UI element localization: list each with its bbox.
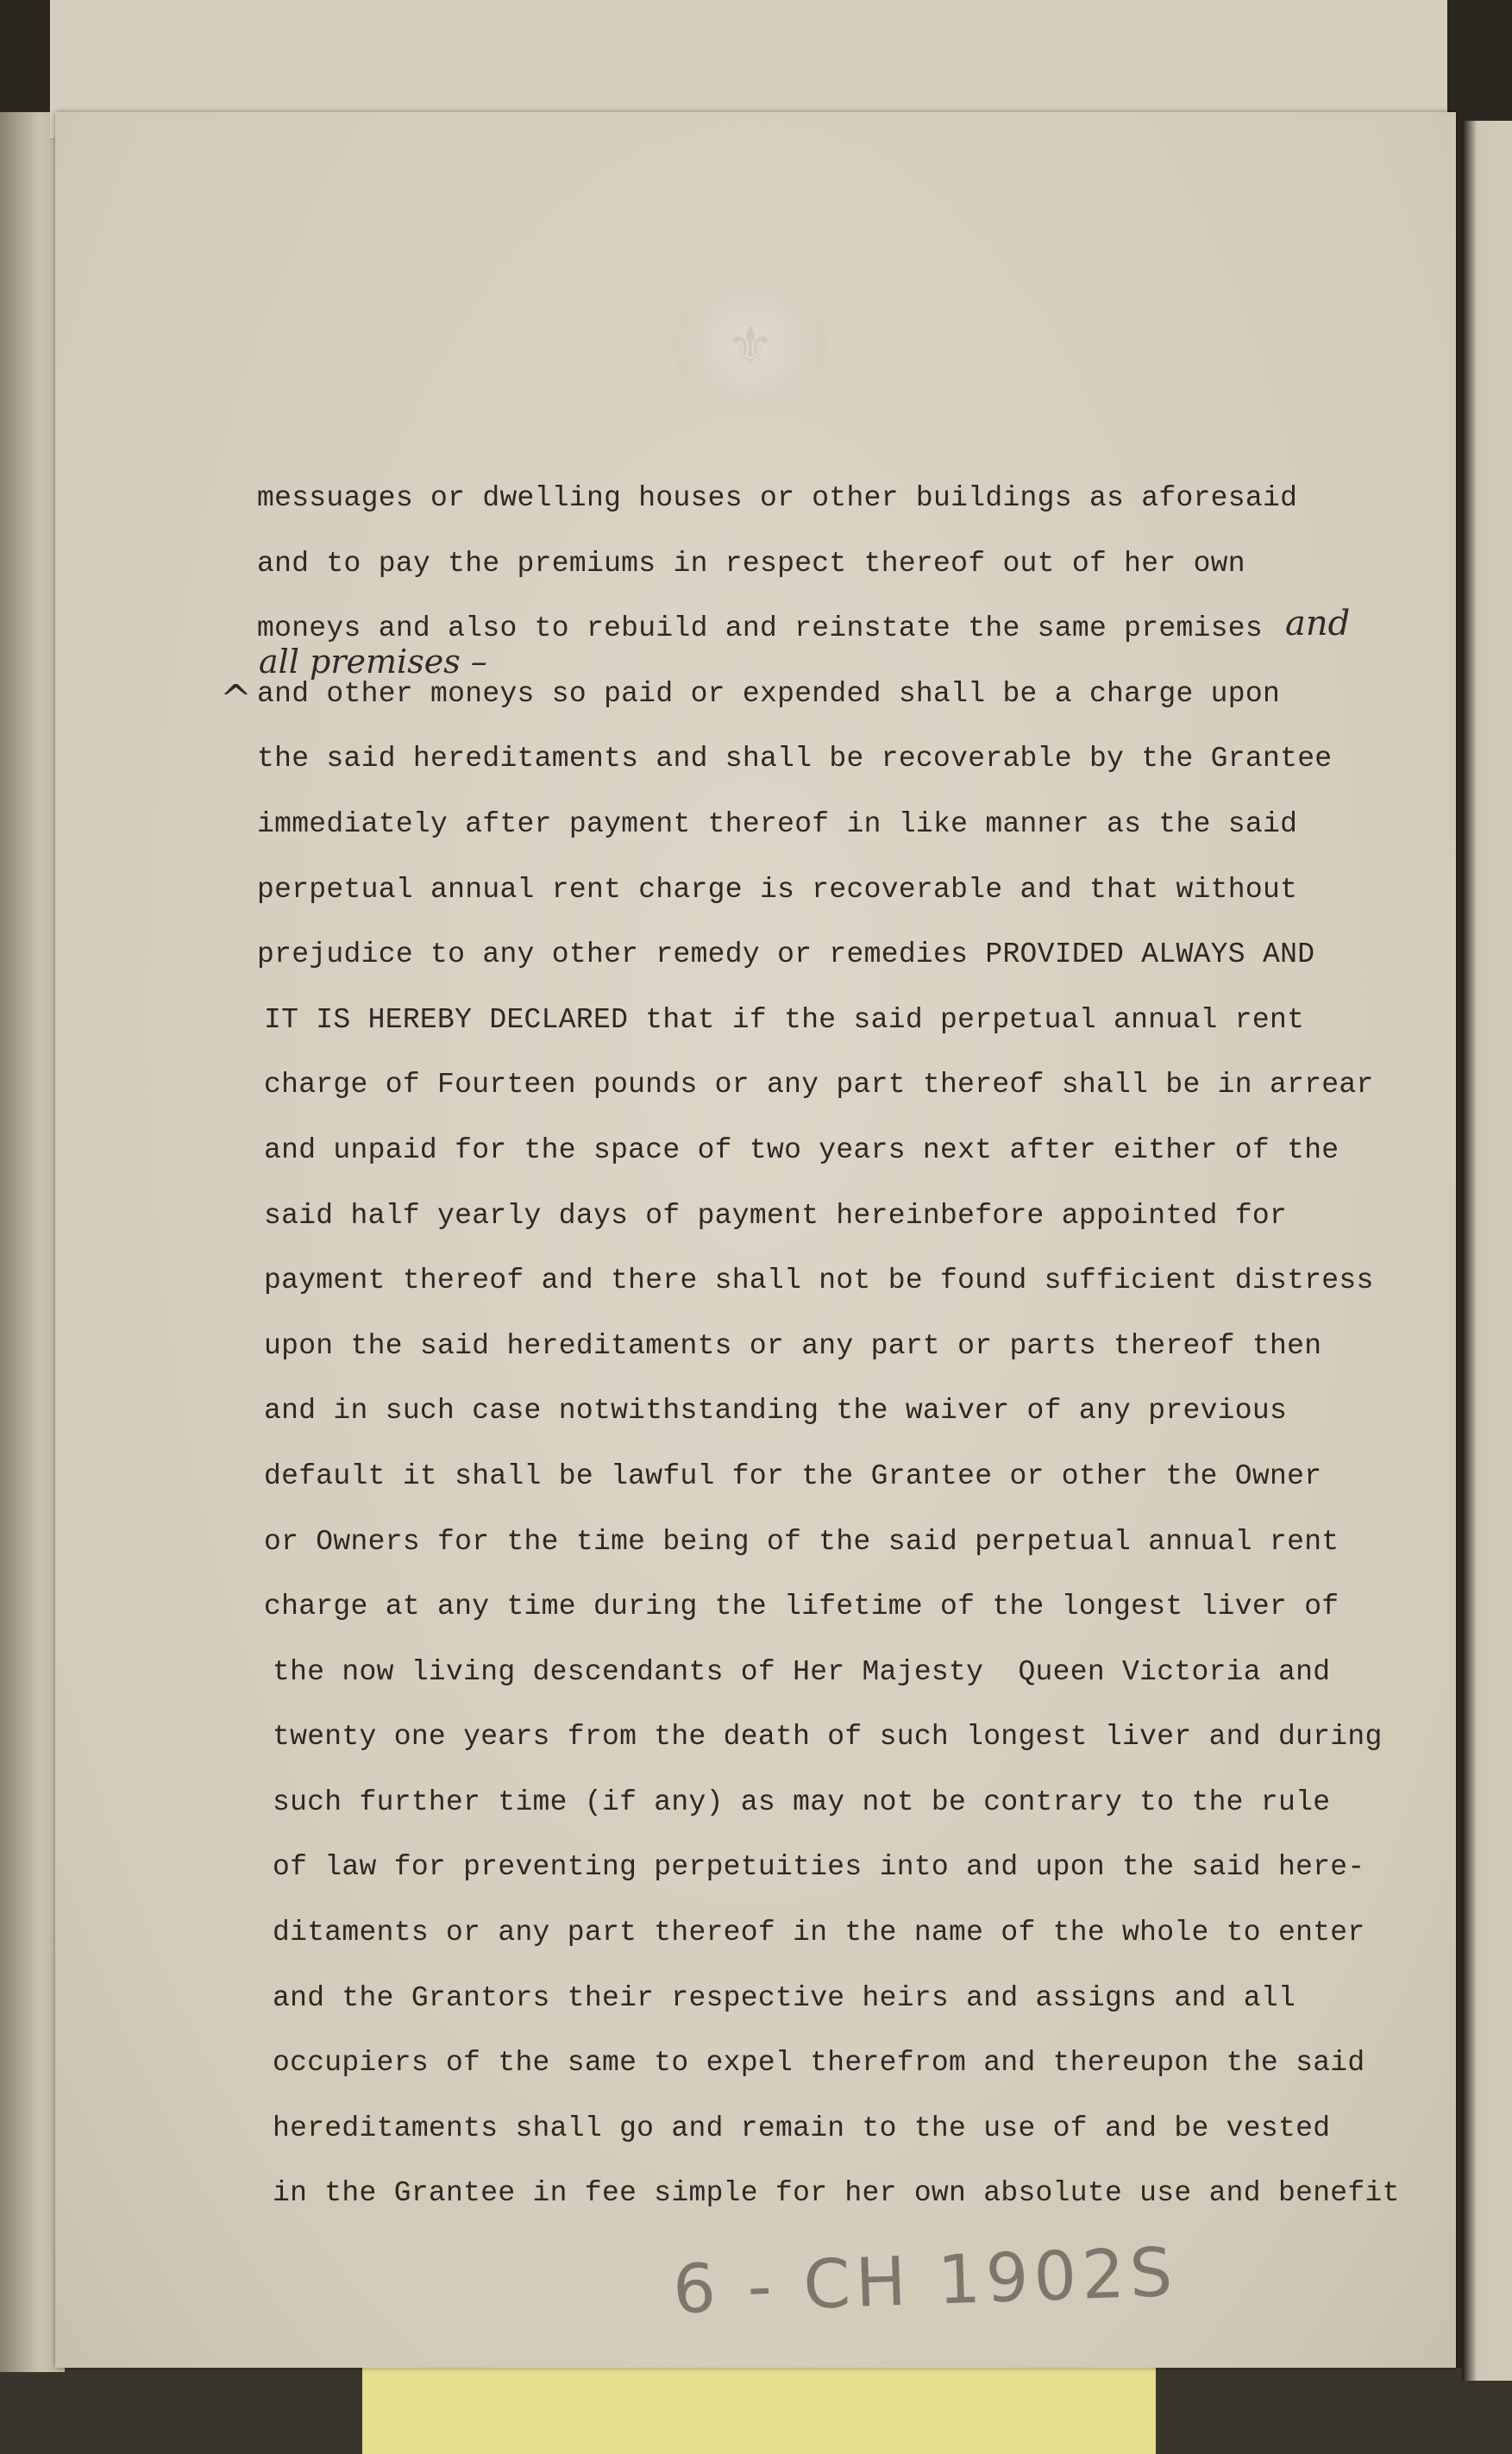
text-line: moneys and also to rebuild and reinstate the same premises	[257, 612, 1263, 645]
margin-annotation-and: and	[1285, 604, 1351, 643]
text-line: of law for preventing perpetuities into and upon the said here-	[273, 1851, 1365, 1884]
text-line: charge at any time during the lifetime of the longest liver of	[264, 1591, 1339, 1623]
text-line: in the Grantee in fee simple for her own absolute use and benefit	[273, 2177, 1400, 2210]
text-line: upon the said hereditaments or any part or parts thereof then	[264, 1329, 1322, 1362]
text-line: immediately after payment thereof in like manner as the said	[257, 807, 1298, 840]
interlinear-annotation: all premises –	[259, 643, 487, 681]
caret-mark: ^	[220, 677, 252, 721]
yellow-tab	[362, 2368, 1156, 2454]
text-line: charge of Fourteen pounds or any part thereof shall be in arrear	[264, 1069, 1374, 1101]
text-line: and the Grantors their respective heirs and assigns and all	[273, 1981, 1296, 2014]
text-line: said half yearly days of payment hereinbefore appointed for	[264, 1199, 1288, 1232]
text-line: payment thereof and there shall not be found sufficient distress	[264, 1265, 1374, 1297]
embossed-seal-icon: ⚜	[673, 280, 828, 410]
text-line: hereditaments shall go and remain to the use of and be vested	[273, 2112, 1331, 2144]
text-line: prejudice to any other remedy or remedies PROVIDED ALWAYS AND	[257, 938, 1315, 971]
text-line: and in such case notwithstanding the waiver of any previous	[264, 1395, 1288, 1428]
text-line: and other moneys so paid or expended shall be a charge upon	[257, 677, 1281, 710]
text-line: the now living descendants of Her Majesty Queen Victoria and	[273, 1655, 1331, 1688]
adjacent-page-edge	[1462, 121, 1512, 2381]
text-line: or Owners for the time being of the said perpetual annual rent	[264, 1525, 1339, 1558]
text-line: the said hereditaments and shall be recoverable by the Grantee	[257, 743, 1333, 775]
text-line: such further time (if any) as may not be contrary to the rule	[273, 1786, 1331, 1818]
typed-text	[257, 466, 1430, 2226]
text-line: messuages or dwelling houses or other buildings as aforesaid	[257, 482, 1298, 514]
pencil-reference-note: 6 - CH 1902S	[671, 2233, 1179, 2330]
text-line: twenty one years from the death of such longest liver and during	[273, 1721, 1383, 1754]
text-line: perpetual annual rent charge is recoverable and that without	[257, 873, 1298, 906]
text-line: and to pay the premiums in respect thereof out of her own	[257, 547, 1245, 580]
text-line: occupiers of the same to expel therefrom and thereupon the said	[273, 2047, 1365, 2080]
text-line: IT IS HEREBY DECLARED that if the said perpetual annual rent	[264, 1003, 1305, 1036]
text-line: ditaments or any part thereof in the name of the whole to enter	[273, 1917, 1365, 1949]
text-line: default it shall be lawful for the Grantee or other the Owner	[264, 1459, 1322, 1492]
text-line: and unpaid for the space of two years next after either of the	[264, 1133, 1339, 1166]
